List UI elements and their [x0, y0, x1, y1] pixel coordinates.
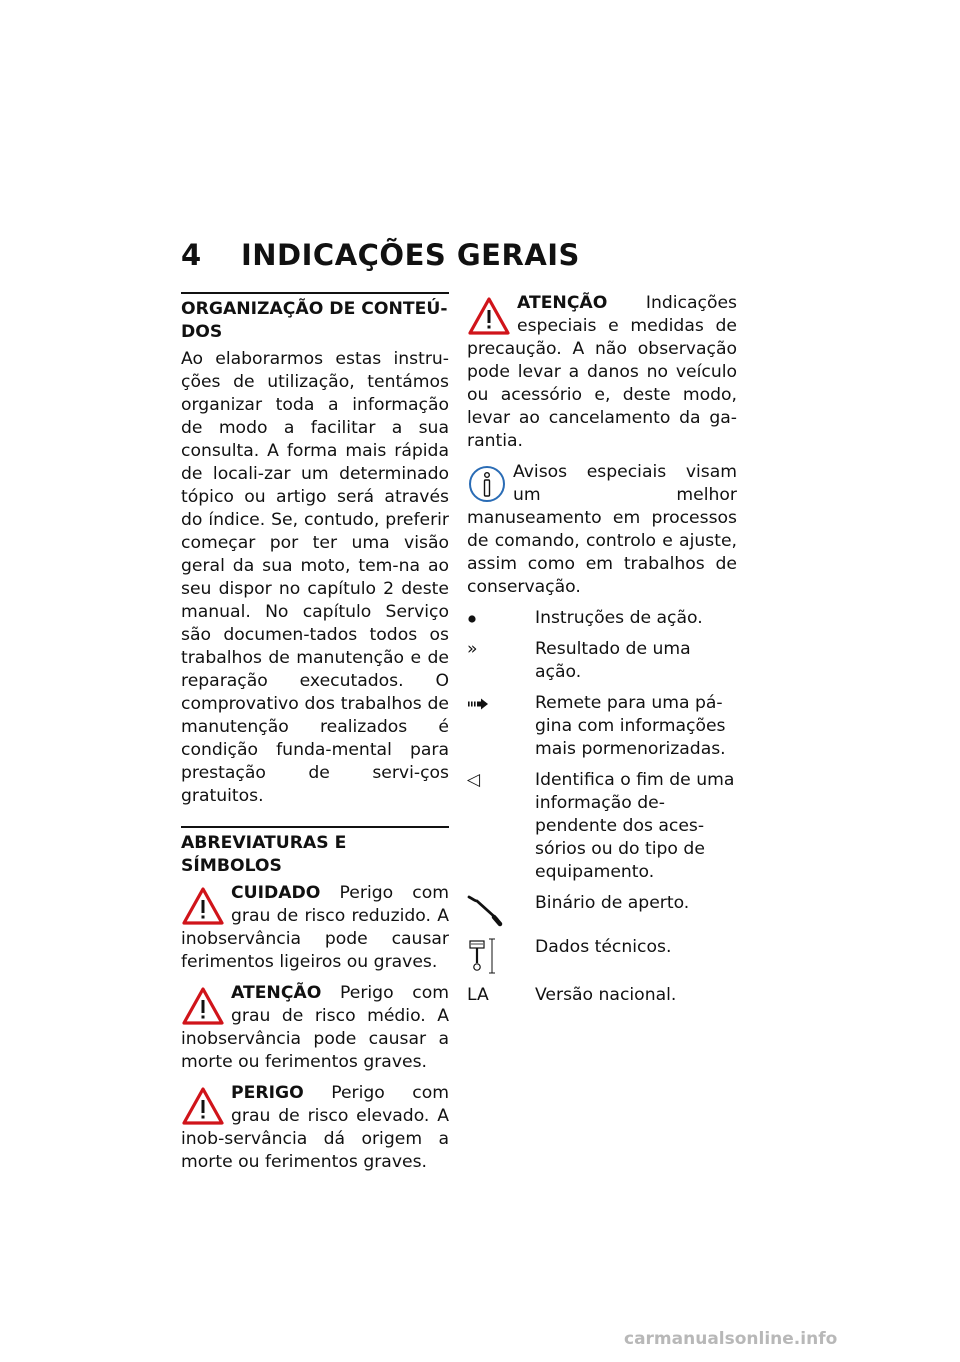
info-notice [467, 461, 737, 599]
legend-item [467, 692, 737, 761]
chapter-title [181, 238, 580, 272]
chapter-heading: INDICAÇÕES GERAIS [241, 238, 580, 272]
warning-keyword: CUIDADO [231, 883, 321, 903]
warning-keyword: PERIGO [231, 1083, 304, 1103]
warning-text: Perigo com grau de risco elevado. A inob-servância dá origem a morte ou ferimentos graves. [181, 1083, 449, 1172]
legend-item [467, 984, 737, 1007]
page-reference-arrow-icon [467, 698, 489, 710]
end-marker-triangle-icon: ◁ [467, 770, 481, 790]
warning-keyword: ATENÇÃO [231, 983, 322, 1003]
legend-text: Remete para uma pá-gina com informações mais pormenorizadas. [535, 693, 726, 759]
warning-text: Perigo com grau de risco médio. A inobservância pode causar a morte ou ferimentos graves. [181, 983, 449, 1072]
right-column [467, 292, 737, 1015]
warning-atencao [181, 982, 449, 1074]
legend-item [467, 607, 737, 630]
warning-triangle-icon [467, 296, 511, 336]
chapter-number: 4 [181, 238, 202, 272]
info-icon [467, 463, 507, 505]
section-divider [181, 292, 449, 294]
watermark-logo: carmanualsonline.info [624, 1329, 838, 1349]
warning-perigo [181, 1082, 449, 1174]
legend-item [467, 892, 737, 928]
country-version-label: LA [467, 985, 489, 1005]
legend-text: Resultado de uma ação. [535, 639, 691, 682]
warning-text: Perigo com grau de risco reduzido. A inobservância pode causar ferimentos ligeiros ou graves. [181, 883, 449, 972]
section-divider [181, 826, 449, 828]
torque-wrench-icon [467, 893, 503, 927]
section-heading-abreviaturas: ABREVIATURAS E SÍMBOLOS [181, 833, 347, 876]
notice-text: Indicações especiais e medidas de precaução. A não observação pode levar a danos no veículo ou acessório e, deste modo, levar ao cancelamento da ga-rantia. [467, 293, 737, 451]
symbol-legend [467, 607, 737, 1007]
section-body-organizacao: Ao elaborarmos estas instru-ções de utilização, tentámos organizar toda a informação de modo a facilitar a sua consulta. A forma mais rápida de locali-zar um determinado tópico ou artigo será através do índice. Se, contudo, preferir começar por ter uma visão geral da sua moto, tem-na ao seu dispor no capítulo 2 deste manual. No capítulo Serviço são documen-tados todos os trabalhos de manutenção e de reparação executados. O comprovativo dos trabalhos de manutenção realizados é condição funda-mental para prestação de servi-ços gratuitos. [181, 349, 449, 806]
legend-item [467, 769, 737, 884]
result-arrow-icon: » [467, 639, 478, 659]
warning-triangle-icon [181, 1086, 225, 1126]
legend-item [467, 638, 737, 684]
bullet-icon [467, 614, 477, 624]
warning-triangle-icon [181, 986, 225, 1026]
info-text: Avisos especiais visam um melhor manuseamento em processos de comando, controlo e ajuste, assim como em trabalhos de conservação. [467, 462, 737, 597]
warning-cuidado [181, 882, 449, 974]
technical-data-icon [467, 937, 497, 975]
notice-keyword: ATENÇÃO [517, 293, 608, 313]
legend-text: Dados técnicos. [535, 937, 672, 957]
legend-text: Instruções de ação. [535, 608, 703, 628]
legend-text: Identifica o fim de uma informação de-pendente dos aces-sórios ou do tipo de equipamento. [535, 770, 735, 882]
legend-item [467, 936, 737, 976]
warning-triangle-icon [181, 886, 225, 926]
notice-atencao [467, 292, 737, 453]
legend-text: Binário de aperto. [535, 893, 690, 913]
section-heading-organizacao: ORGANIZAÇÃO DE CONTEÚ-DOS [181, 299, 448, 342]
legend-text: Versão nacional. [535, 985, 677, 1005]
left-column [181, 292, 449, 1182]
